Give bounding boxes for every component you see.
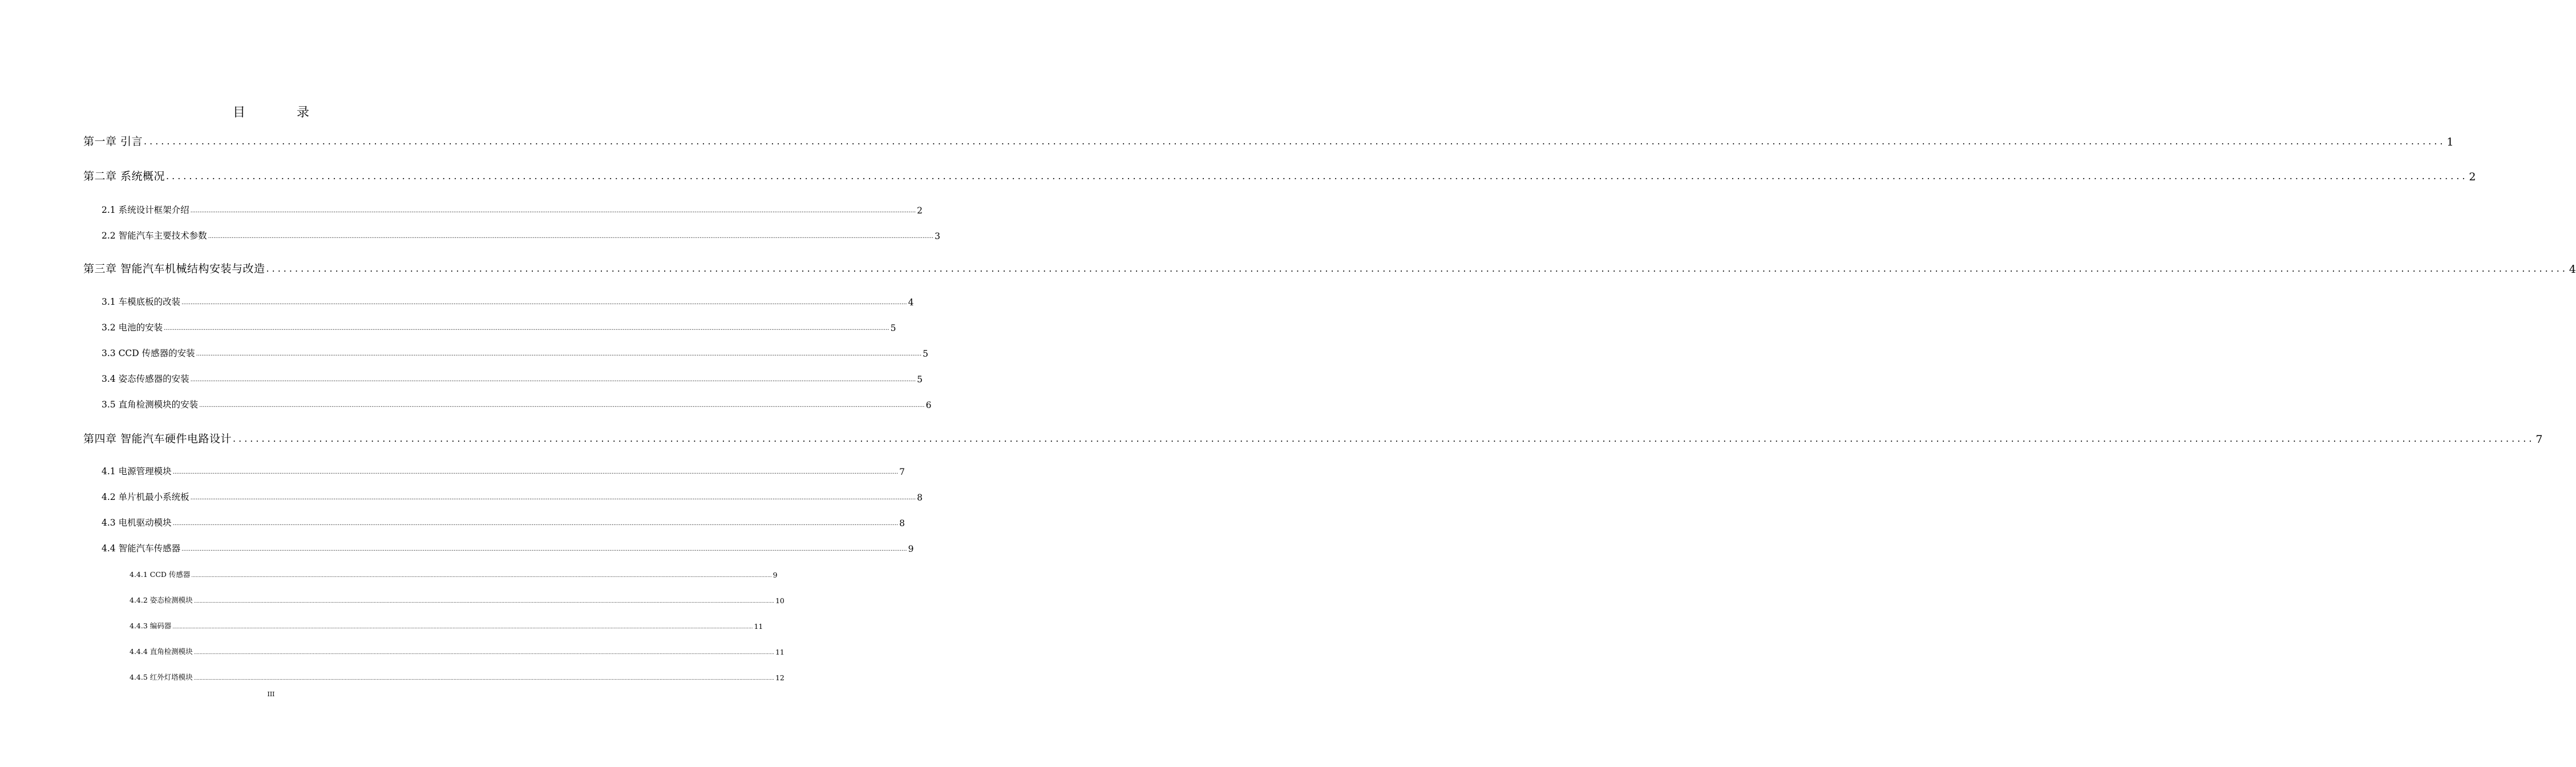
toc-section-4-2[interactable] — [102, 491, 923, 503]
toc-subsection-4-4-2[interactable] — [130, 595, 784, 605]
toc-section-4-4[interactable] — [102, 543, 914, 554]
toc-entry-label: 3.5 直角检测模块的安装 — [102, 399, 199, 410]
toc-section-2-1[interactable] — [102, 204, 923, 216]
toc-entry-page: 2 — [2469, 171, 2476, 183]
toc-entry-label: 4.4.1 CCD 传感器 — [130, 570, 191, 579]
toc-entry-page: 2 — [917, 205, 923, 216]
toc-entry-label: 2.1 系统设计框架介绍 — [102, 205, 189, 215]
toc-entry-page: 10 — [775, 596, 784, 605]
toc-entry-label: 4.2 单片机最小系统板 — [102, 492, 189, 502]
toc-entry-page: 6 — [925, 400, 932, 410]
toc-subsection-4-4-1[interactable] — [130, 570, 778, 579]
dot-leader: ................................................................................................................................................................................................................................................................................................................................................................................................................ — [166, 171, 2468, 181]
toc-entry-label: 第四章 智能汽车硬件电路设计 — [83, 433, 232, 445]
toc-entry-page: 8 — [917, 493, 923, 503]
toc-section-3-4[interactable] — [102, 373, 923, 385]
dot-leader: ................................................................................................................................................................................................................................................................................................................................................................................................................ — [193, 650, 774, 655]
toc-subsection-4-4-4[interactable] — [130, 647, 784, 656]
toc-entry-label: 4.4 智能汽车传感器 — [102, 543, 181, 554]
dot-leader: ................................................................................................................................................................................................................................................................................................................................................................................................................ — [193, 676, 774, 681]
toc-entry-label: 3.4 姿态传感器的安装 — [102, 374, 189, 384]
dot-leader: ................................................................................................................................................................................................................................................................................................................................................................................................................ — [191, 573, 772, 578]
toc-entry-page: 9 — [908, 544, 914, 554]
dot-leader: ................................................................................................................................................................................................................................................................................................................................................................................................................ — [208, 233, 934, 240]
toc-section-4-3[interactable] — [102, 517, 905, 528]
toc-entry-label: 第一章 引言 — [83, 135, 143, 148]
toc-entry-label: 4.1 电源管理模块 — [102, 466, 172, 477]
toc-entry-label: 第三章 智能汽车机械结构安装与改造 — [83, 263, 265, 275]
toc-section-3-1[interactable] — [102, 296, 914, 308]
toc-chapter-3[interactable] — [83, 262, 2576, 276]
toc-entry-label: 4.3 电机驱动模块 — [102, 518, 172, 528]
toc-section-2-2[interactable] — [102, 230, 940, 241]
toc-entry-label: 3.2 电池的安装 — [102, 322, 163, 333]
toc-entry-page: 5 — [923, 349, 929, 359]
page-title: 目 录 — [232, 106, 329, 120]
dot-leader: ................................................................................................................................................................................................................................................................................................................................................................................................................ — [233, 433, 2535, 444]
toc-entry-page: 4 — [2569, 263, 2576, 276]
toc-entry-page: 5 — [917, 374, 923, 385]
dot-leader: ................................................................................................................................................................................................................................................................................................................................................................................................................ — [181, 300, 907, 306]
toc-entry-page: 3 — [935, 231, 940, 241]
dot-leader: ................................................................................................................................................................................................................................................................................................................................................................................................................ — [172, 520, 899, 527]
toc-section-4-1[interactable] — [102, 466, 905, 477]
dot-leader: ................................................................................................................................................................................................................................................................................................................................................................................................................ — [172, 469, 899, 475]
dot-leader: ................................................................................................................................................................................................................................................................................................................................................................................................................ — [190, 495, 916, 501]
dot-leader: ................................................................................................................................................................................................................................................................................................................................................................................................................ — [164, 325, 889, 332]
dot-leader: ................................................................................................................................................................................................................................................................................................................................................................................................................ — [181, 546, 907, 552]
page-number-footer: III — [267, 691, 275, 698]
dot-leader: ................................................................................................................................................................................................................................................................................................................................................................................................................ — [172, 624, 753, 629]
toc-entry-label: 4.4.4 直角检测模块 — [130, 647, 193, 656]
dot-leader: ................................................................................................................................................................................................................................................................................................................................................................................................................ — [266, 263, 2568, 274]
toc-entry-page: 4 — [908, 297, 914, 308]
toc-entry-page: 8 — [899, 518, 905, 528]
toc-entry-label: 4.4.5 红外灯塔模块 — [130, 673, 193, 681]
toc-section-3-5[interactable] — [102, 399, 932, 410]
toc-entry-label: 3.1 车模底板的改装 — [102, 297, 181, 307]
toc-entry-page: 7 — [2535, 433, 2543, 446]
dot-leader: ................................................................................................................................................................................................................................................................................................................................................................................................................ — [199, 402, 925, 409]
toc-entry-label: 4.4.2 姿态检测模块 — [130, 596, 193, 604]
dot-leader: ................................................................................................................................................................................................................................................................................................................................................................................................................ — [144, 136, 2446, 147]
toc-entry-page: 12 — [775, 673, 784, 682]
toc-section-3-2[interactable] — [102, 322, 896, 333]
toc-entry-page: 1 — [2446, 136, 2454, 148]
toc-entry-label: 3.3 CCD 传感器的安装 — [102, 348, 195, 358]
toc-subsection-4-4-3[interactable] — [130, 621, 763, 631]
toc-entry-page: 9 — [773, 571, 778, 579]
dot-leader: ................................................................................................................................................................................................................................................................................................................................................................................................................ — [196, 351, 922, 357]
toc-entry-page: 11 — [775, 648, 784, 656]
dot-leader: ................................................................................................................................................................................................................................................................................................................................................................................................................ — [193, 599, 774, 604]
toc-entry-label: 第二章 系统概况 — [83, 170, 165, 183]
dot-leader: ................................................................................................................................................................................................................................................................................................................................................................................................................ — [190, 208, 916, 214]
toc-section-3-3[interactable] — [102, 348, 929, 359]
dot-leader: ................................................................................................................................................................................................................................................................................................................................................................................................................ — [190, 377, 916, 383]
toc-entry-label: 2.2 智能汽车主要技术参数 — [102, 231, 207, 241]
toc-chapter-2[interactable] — [83, 169, 2476, 183]
toc-subsection-4-4-5[interactable] — [130, 672, 784, 682]
toc-entry-page: 11 — [754, 622, 763, 631]
toc-chapter-1[interactable] — [83, 135, 2454, 148]
toc-entry-page: 5 — [890, 323, 896, 333]
toc-entry-label: 4.4.3 编码器 — [130, 621, 172, 630]
toc-entry-page: 7 — [899, 467, 905, 477]
toc-chapter-4[interactable] — [83, 432, 2543, 446]
